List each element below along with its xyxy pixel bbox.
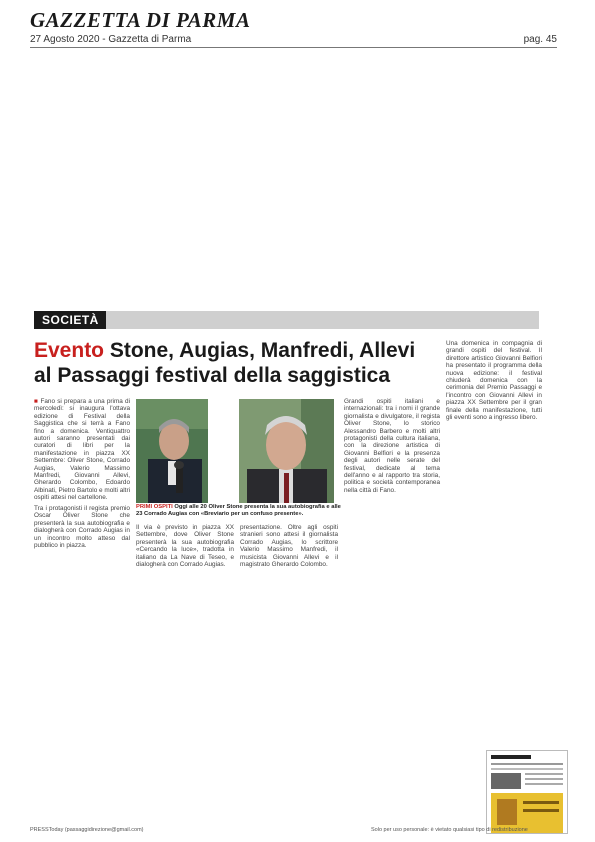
article-column-1 (34, 398, 130, 502)
page-thumbnail (486, 750, 568, 834)
section-label: SOCIETÀ (34, 311, 106, 329)
page-number: pag. 45 (523, 34, 557, 45)
article-column-1-bottom: Tra i protagonisti il regista premio Oscar Oliver Stone che presenterà la sua autobiografia e dialogherà con Corrado Augias in un incontro molto atteso dal pubblico in piazza. (34, 505, 130, 550)
article-column-4 (344, 398, 440, 494)
headline (34, 338, 419, 388)
corrado-augias-image (239, 399, 334, 503)
photo-caption (136, 504, 344, 518)
headline-title: Stone, Augias, Manfredi, Allevi al Passaggi festival della saggistica (34, 339, 416, 387)
footer-source: PRESSToday (passaggidirezione@gmail.com) (30, 827, 144, 833)
dateline: 27 Agosto 2020 - Gazzetta di Parma (30, 34, 192, 45)
header-divider (30, 47, 557, 48)
masthead: GAZZETTA DI PARMA (30, 8, 251, 32)
photo-corrado-augias (239, 399, 334, 503)
article-column-5-text: Una domenica in compagnia di grandi ospiti del festival. Il direttore artistico Giovanni Belfiori ha presentato il programma della nuova edizione: il festival chiuderà domenica con la cerimonia del Premio Passaggi e l'incontro con Giovanni Allevi in piazza XX Settembre per il gran finale della manifestazione, tutti gli eventi sono a ingresso libero. (446, 340, 542, 422)
article-column-2-text: Il via è previsto in piazza XX Settembre, dove Oliver Stone presenterà la sua autobiografia «Cercando la luce», tradotta in italiano da La Nave di Teseo, e dialogherà con Corrado Augias. (136, 524, 234, 569)
section-bar (34, 311, 539, 329)
headline-kicker: Evento (34, 339, 105, 362)
oliver-stone-image (136, 399, 208, 503)
article-column-4-text: Grandi ospiti italiani e internazionali: tra i nomi il grande giornalista e divulgatore, il regista Oliver Stone, lo storico Alessandro Barbero e molti altri protagonisti della cultura italiana, con la direzione artistica di Giovanni Belfiori e la presenza degli autori nelle serate del festival, dedicate al tema dell'anno e al rapporto tra storia, politica e società contemporanea nella città di Fano. (344, 398, 440, 494)
caption-text: Oggi alle 20 Oliver Stone presenta la sua autobiografia e alle 23 Corrado Augias con «Breviario per un confuso presente». (136, 504, 341, 517)
article-column-3-text: presentazione. Oltre agli ospiti stranieri sono attesi il giornalista Corrado Augias, lo scrittore Valerio Massimo Manfredi, il musicista Giovanni Allevi e il magistrato Gherardo Colombo. (240, 524, 338, 569)
photo-oliver-stone (136, 399, 208, 503)
paragraph-marker-icon: ■ (34, 398, 41, 405)
footer-disclaimer: Solo per uso personale: è vietato qualsiasi tipo di redistribuzione (371, 827, 528, 833)
page-thumbnail-image (487, 751, 567, 833)
article-column-1b (34, 505, 130, 549)
article-column-5 (446, 340, 542, 421)
article-column-1-top: Fano si prepara a una prima di mercoledì: si inaugura l'ottava edizione di Festival della Saggistica che si terrà a Fano fino a domenica. Ventiquattro autori saranno presentati dai curatori di libri per la manifestazione in piazza XX Settembre: Oliver Stone, Corrado Augias, Valerio Massimo Manfredi, Giovanni Allevi, Gherardo Colombo, Edoardo Albinati, Pietro Bartolo e molti altri ospiti attesi nel cartellone. (34, 398, 130, 502)
article-column-2 (136, 524, 234, 568)
article-column-3 (240, 524, 338, 568)
caption-label: PRIMI OSPITI (136, 504, 173, 510)
